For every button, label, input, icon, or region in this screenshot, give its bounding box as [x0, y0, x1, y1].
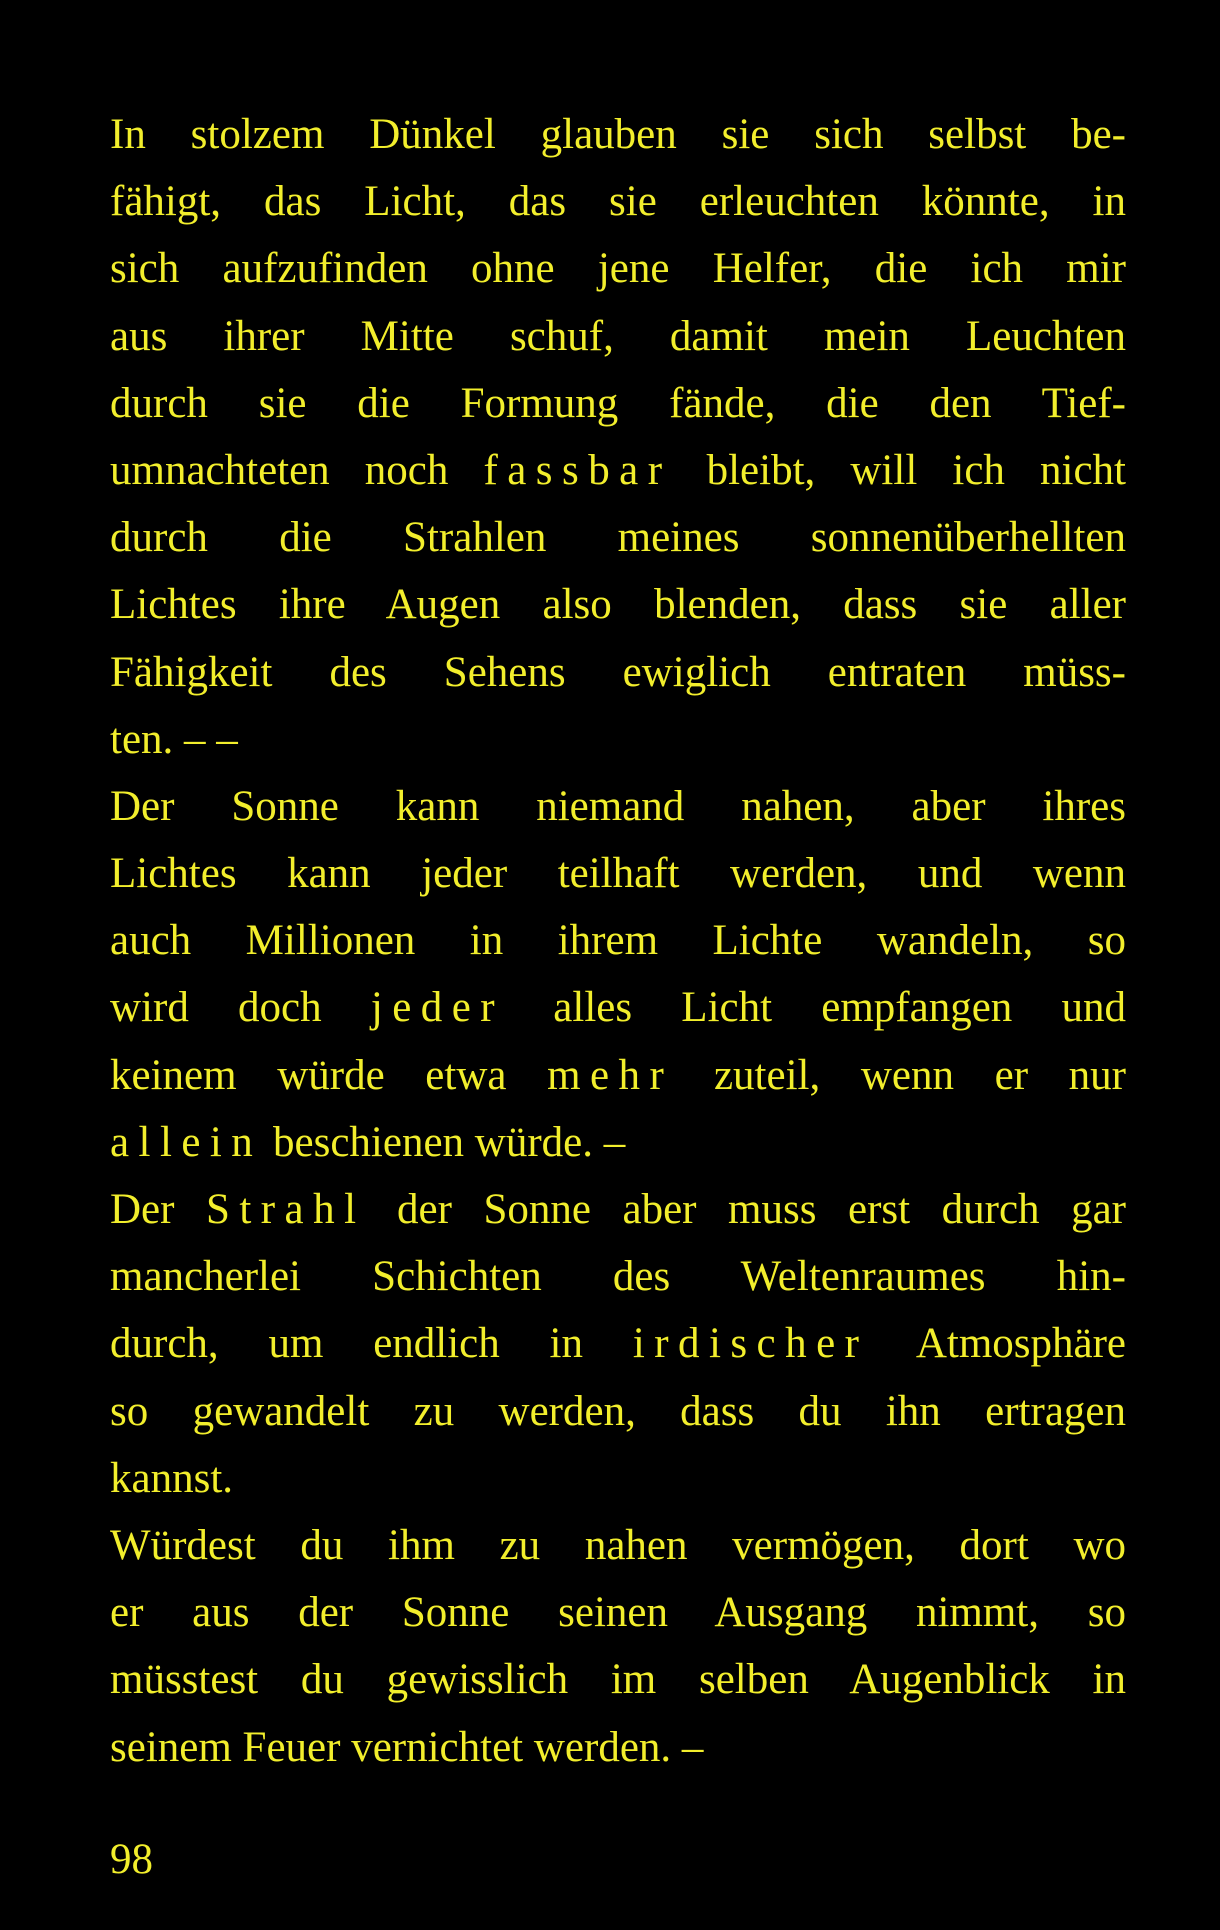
body-text: [110, 101, 1126, 1781]
text-line: Fähigkeit des Sehens ewiglich entraten müss-: [110, 648, 1126, 696]
text-line: In stolzem Dünkel glauben sie sich selbst be-: [110, 111, 1126, 158]
text-line: müsstest du gewisslich im selben Augenblick in: [110, 1656, 1126, 1704]
paragraph-end-line: ten. – –: [110, 715, 238, 763]
text-line: er aus der Sonne seinen Ausgang nimmt, so: [110, 1589, 1126, 1637]
text-line: keinem würde etwa mehr zuteil, wenn er nur: [110, 1051, 1126, 1099]
text-line: sich aufzufinden ohne jene Helfer, die ich mir: [110, 245, 1126, 293]
spaced-emphasis: fassbar: [483, 446, 672, 494]
spaced-emphasis: mehr: [547, 1051, 674, 1099]
text-line: durch sie die Formung fände, die den Tief-: [110, 379, 1126, 427]
text-line: auch Millionen in ihrem Lichte wandeln, so: [110, 917, 1126, 965]
text-line: durch, um endlich in irdischer Atmosphäre: [110, 1320, 1126, 1368]
text-line: Der Strahl der Sonne aber muss erst durch gar: [110, 1186, 1126, 1233]
text-line: durch die Strahlen meines sonnenüberhellten: [110, 514, 1126, 562]
paragraph-end-line: seinem Feuer vernichtet werden. –: [110, 1723, 704, 1771]
spaced-emphasis: jeder: [370, 984, 505, 1032]
spaced-emphasis: Strahl: [206, 1186, 366, 1233]
text-line: Würdest du ihm zu nahen vermögen, dort wo: [110, 1521, 1126, 1569]
page-number: 98: [110, 1836, 153, 1883]
text-line: fähigt, das Licht, das sie erleuchten könnte, in: [110, 178, 1126, 226]
paragraph-end-line: allein beschienen würde. –: [110, 1118, 626, 1166]
text-line: Lichtes kann jeder teilhaft werden, und wenn: [110, 850, 1126, 898]
text-line: Der Sonne kann niemand nahen, aber ihres: [110, 782, 1126, 830]
text-line: umnachteten noch fassbar bleibt, will ich nicht: [110, 446, 1126, 494]
text-line: wird doch jeder alles Licht empfangen und: [110, 984, 1126, 1032]
text-line: Lichtes ihre Augen also blenden, dass sie aller: [110, 581, 1126, 629]
spaced-emphasis: allein: [110, 1118, 263, 1166]
paragraph-end-line: kannst.: [110, 1454, 234, 1502]
text-line: aus ihrer Mitte schuf, damit mein Leuchten: [110, 312, 1126, 360]
spaced-emphasis: irdischer: [632, 1320, 869, 1368]
text-line: so gewandelt zu werden, dass du ihn ertragen: [110, 1387, 1126, 1435]
text-line: mancherlei Schichten des Weltenraumes hin-: [110, 1253, 1126, 1301]
